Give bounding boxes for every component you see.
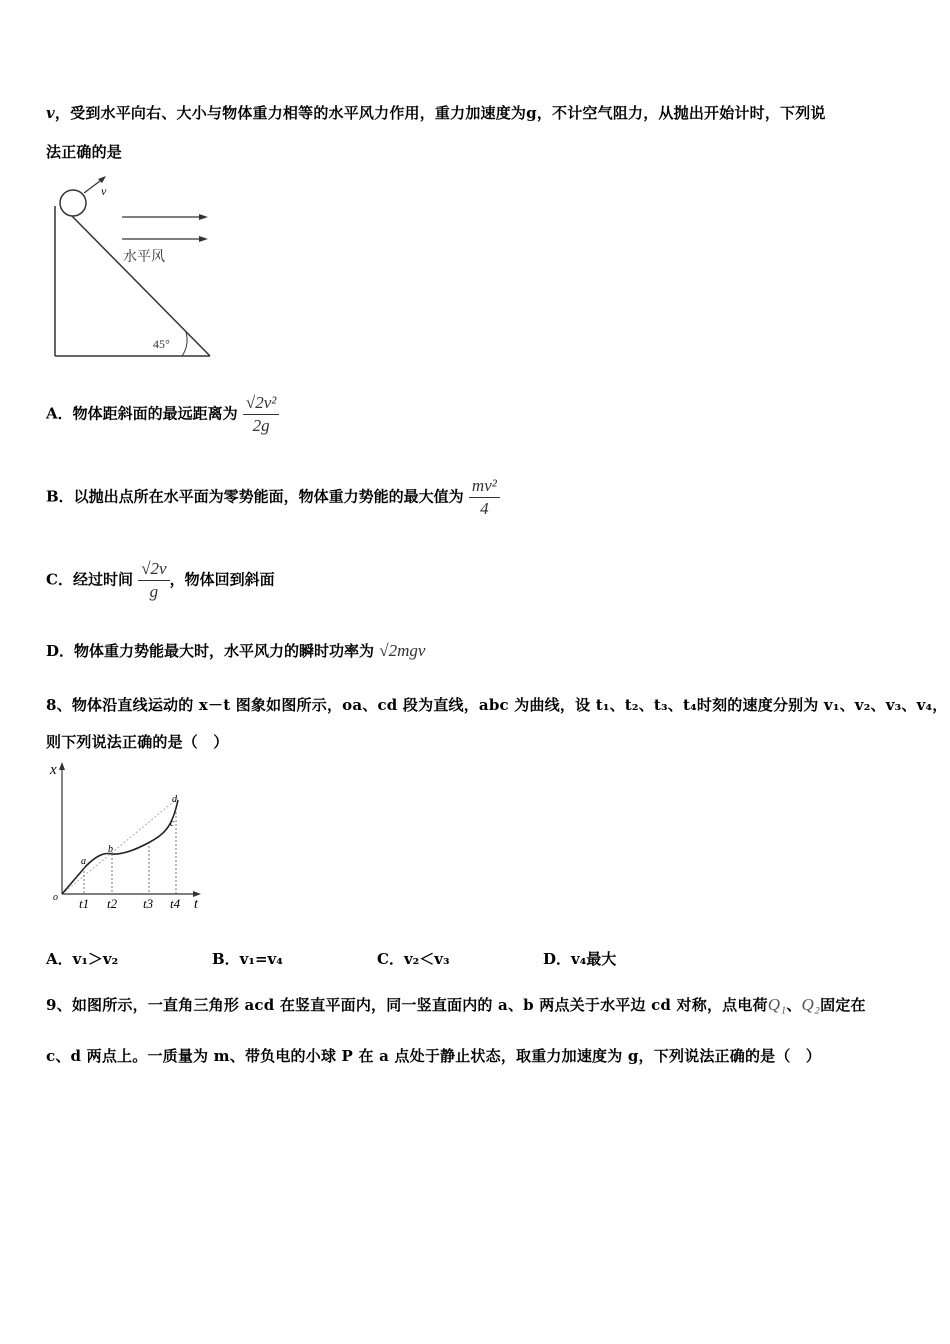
intro-line-1-text: ，受到水平向右、大小与物体重力相等的水平风力作用，重力加速度为g，不计空气阻力，从抛出开始计时，下列说: [54, 104, 826, 122]
charge-q2: Q₂: [801, 995, 821, 1014]
tick-t1-text: t1: [79, 896, 90, 911]
option-c-tail: ，物体回到斜面: [169, 570, 275, 589]
intro-line-2: 法正确的是: [46, 143, 123, 161]
option-b-denominator: 4: [480, 499, 489, 518]
q8-option-b: B．v₁=v₄: [212, 950, 283, 968]
option-d: [46, 640, 425, 661]
velocity-variable: v: [46, 104, 55, 122]
dotted-chord: [62, 798, 178, 894]
xt-graph: [44, 760, 219, 918]
wind-arrowhead-2: [199, 236, 208, 242]
option-c: [46, 558, 275, 603]
point-a-label: a: [81, 856, 86, 867]
option-c-fraction: [138, 558, 169, 603]
option-a-denominator: 2g: [252, 416, 270, 435]
point-d-label: d: [172, 794, 177, 805]
q8-option-d: D．v₄最大: [543, 950, 617, 968]
tick-t2: [107, 896, 118, 911]
origin-label: o: [53, 892, 58, 903]
tick-t4: [170, 896, 181, 911]
option-d-label: D．物体重力势能最大时，水平风力的瞬时功率为: [46, 642, 375, 660]
xt-curve: [62, 800, 178, 894]
wind-label: 水平风: [123, 250, 165, 265]
option-b-fraction: [469, 475, 500, 520]
q8-line-2: 则下列说法正确的是（ ）: [46, 733, 229, 751]
intro-line-1: [46, 102, 826, 123]
wind-arrowhead-1: [199, 214, 208, 220]
velocity-label: v: [101, 184, 107, 198]
q9-line-1-text: 9、如图所示，一直角三角形 acd 在竖直平面内，同一竖直面内的 a、b 两点关于水平边 cd 对称，点电荷: [46, 996, 768, 1014]
incline-hypotenuse: [66, 210, 210, 356]
x-axis-label: t: [194, 897, 198, 912]
angle-label: 45°: [153, 337, 170, 351]
y-axis-arrow: [59, 762, 65, 770]
y-axis-label: x: [50, 762, 57, 778]
q9-line-1: [46, 994, 866, 1015]
option-c-label: C．经过时间: [46, 570, 133, 589]
option-d-expression: √2mgv: [379, 641, 426, 660]
option-a-numerator: √2v²: [243, 392, 279, 415]
q9-line-2: c、d 两点上。一质量为 m、带负电的小球 P 在 a 点处于静止状态，取重力加速度为 g，下列说法正确的是（ ）: [46, 1047, 821, 1065]
option-a-fraction: [243, 392, 279, 437]
point-b-label: b: [108, 844, 113, 855]
q8-line-1: 8、物体沿直线运动的 x－t 图象如图所示，oa、cd 段为直线，abc 为曲线，设 t₁、t₂、t₃、t₄时刻的速度分别为 v₁、v₂、v₃、v₄，: [46, 696, 948, 714]
option-a: [46, 392, 279, 437]
q9-separator: 、: [786, 996, 802, 1014]
option-b-label: B．以抛出点所在水平面为零势能面，物体重力势能的最大值为: [46, 487, 464, 506]
option-b-numerator: mv²: [469, 475, 500, 498]
tick-t4-text: t4: [170, 896, 181, 911]
point-c-label: c: [170, 818, 175, 829]
incline-figure: [46, 170, 226, 370]
option-c-denominator: g: [149, 582, 159, 601]
option-c-numerator: √2v: [138, 558, 169, 581]
charge-q1: Q₁: [767, 995, 787, 1014]
tick-t2-text: t2: [107, 896, 118, 911]
tick-t3-text: t3: [143, 896, 154, 911]
option-a-label: A．物体距斜面的最远距离为: [46, 404, 238, 423]
tick-t1: [79, 896, 89, 911]
tick-t3: [143, 896, 154, 911]
q8-option-a: A．v₁＞v₂: [46, 950, 119, 968]
angle-arc: [182, 332, 187, 356]
q9-line-1-tail: 固定在: [820, 996, 866, 1014]
q8-option-c: C．v₂＜v₃: [377, 950, 450, 968]
ball: [60, 190, 86, 216]
option-b: [46, 475, 500, 520]
